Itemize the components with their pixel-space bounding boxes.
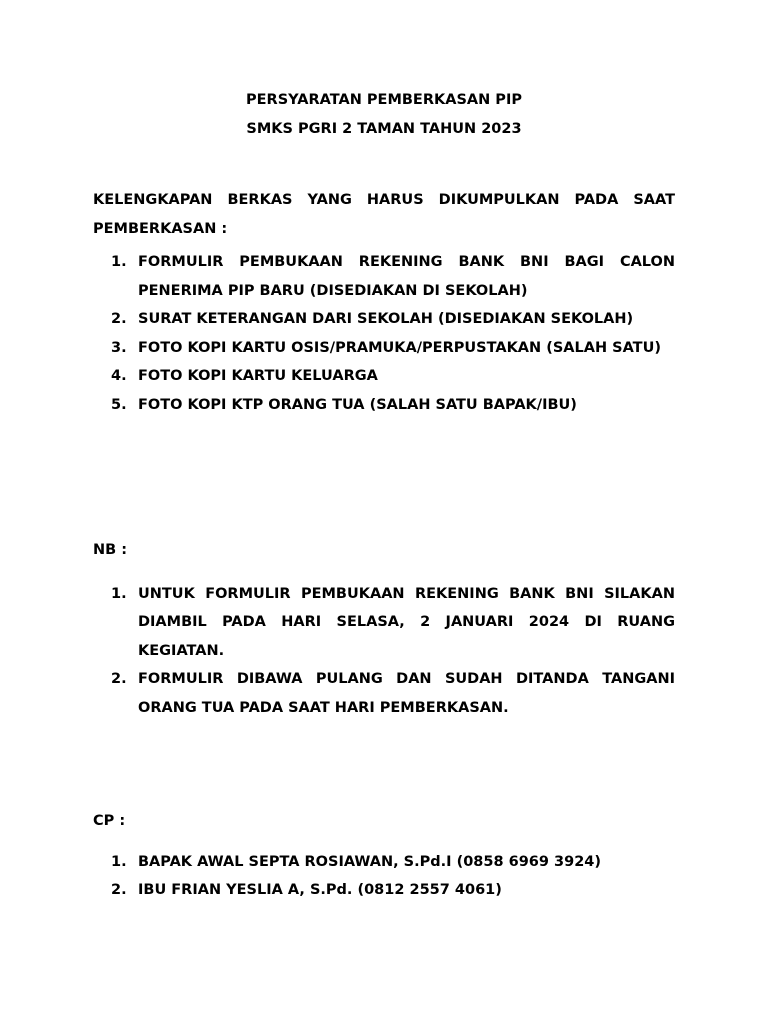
- list-item: [93, 848, 675, 877]
- list-item-number: 2.: [111, 311, 127, 327]
- document-title: [93, 86, 675, 143]
- list-item-text: FOTO KOPI KARTU KELUARGA: [138, 368, 378, 384]
- list-item: [93, 248, 675, 305]
- nb-heading: NB :: [93, 542, 128, 558]
- list-item-number: 4.: [111, 368, 127, 384]
- list-item-number: 5.: [111, 396, 127, 413]
- list-item: [93, 876, 675, 905]
- cp-heading: CP :: [93, 813, 126, 829]
- intro-paragraph: KELENGKAPAN BERKAS YANG HARUS DIKUMPULKAN PADA SAAT PEMBERKASAN :: [93, 192, 675, 237]
- list-item-text: FORMULIR DIBAWA PULANG DAN SUDAH DITANDA TANGANI ORANG TUA PADA SAAT HARI PEMBERKASAN.: [138, 671, 675, 716]
- list-item-number: 3.: [111, 339, 127, 356]
- list-item: [93, 391, 675, 420]
- list-item: [93, 362, 675, 391]
- list-item-number: 2.: [111, 882, 127, 898]
- list-item-text: UNTUK FORMULIR PEMBUKAAN REKENING BANK BNI SILAKAN DIAMBIL PADA HARI SELASA, 2 JANUARI 2024 DI RUANG KEGIATAN.: [138, 585, 675, 659]
- list-item-number: 1.: [111, 585, 127, 602]
- list-item-number: 1.: [111, 853, 127, 870]
- title-line-1: PERSYARATAN PEMBERKASAN PIP: [246, 92, 522, 108]
- list-item: [93, 665, 675, 722]
- list-item: [93, 334, 675, 363]
- document-page: [93, 86, 675, 905]
- list-item-text: FOTO KOPI KARTU OSIS/PRAMUKA/PERPUSTAKAN (SALAH SATU): [138, 339, 661, 356]
- contact-list: [93, 848, 675, 905]
- nb-list: [93, 580, 675, 723]
- list-item-number: 2.: [111, 671, 127, 687]
- list-item-text: BAPAK AWAL SEPTA ROSIAWAN, S.Pd.I (0858 6969 3924): [138, 853, 601, 870]
- list-item: [93, 305, 675, 334]
- list-item-number: 1.: [111, 254, 127, 270]
- list-item-text: IBU FRIAN YESLIA A, S.Pd. (0812 2557 4061): [138, 882, 502, 898]
- list-item-text: FORMULIR PEMBUKAAN REKENING BANK BNI BAGI CALON PENERIMA PIP BARU (DISEDIAKAN DI SEKOLAH): [138, 254, 675, 299]
- title-line-2: SMKS PGRI 2 TAMAN TAHUN 2023: [246, 120, 522, 137]
- list-item-text: FOTO KOPI KTP ORANG TUA (SALAH SATU BAPAK/IBU): [138, 396, 577, 413]
- list-item: [93, 580, 675, 666]
- requirements-list: [93, 248, 675, 419]
- list-item-text: SURAT KETERANGAN DARI SEKOLAH (DISEDIAKAN SEKOLAH): [138, 311, 634, 327]
